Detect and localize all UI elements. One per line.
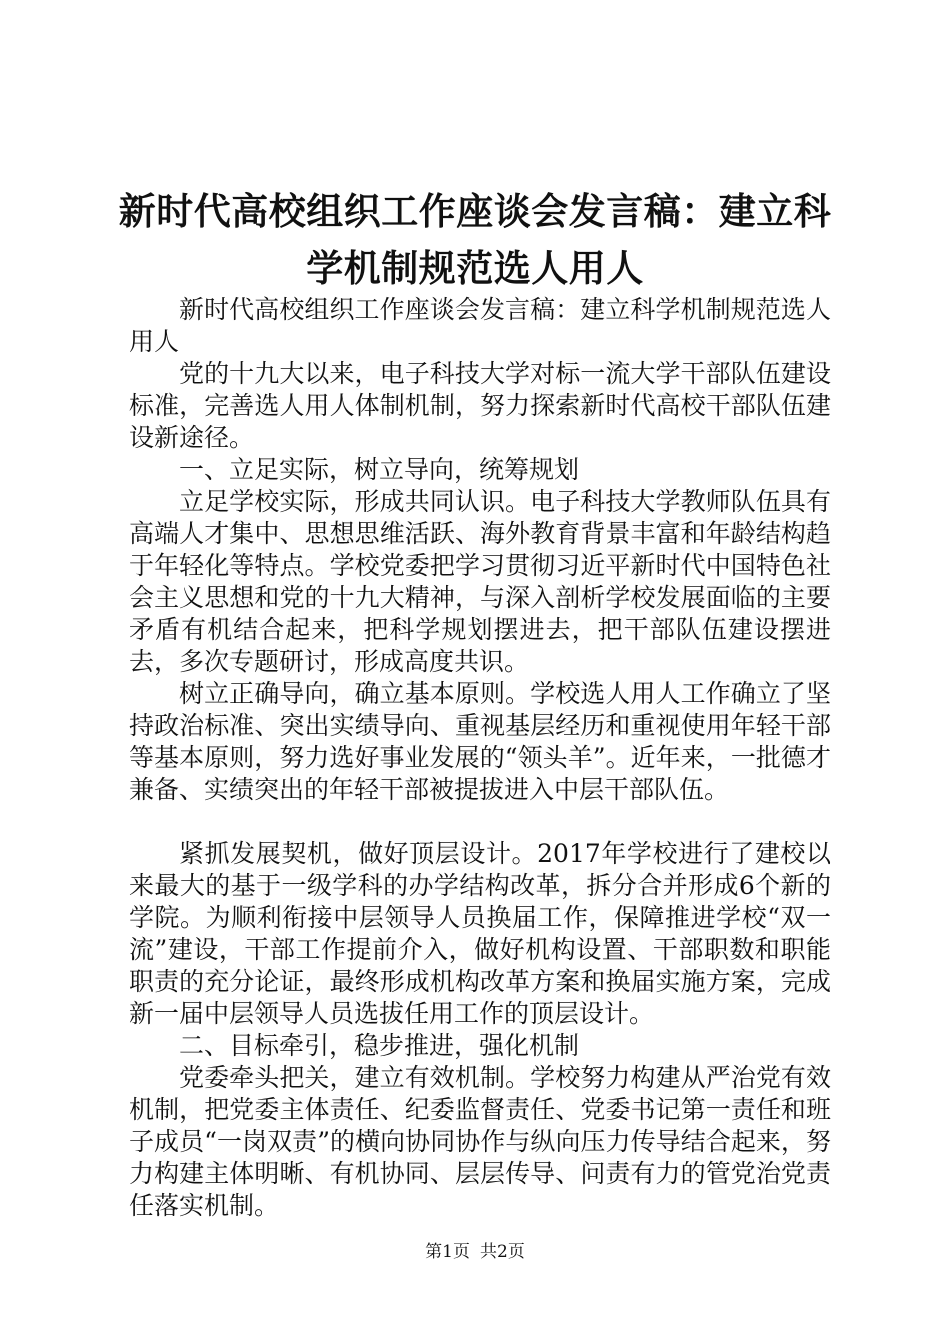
page-footer <box>0 1241 950 1263</box>
page-number: 第1页 <box>425 1242 470 1262</box>
paragraph: 党委牵头把关，建立有效机制。学校努力构建从严治党有效机制，把党委主体责任、纪委监督责任、党委书记第一责任和班子成员“一岗双责”的横向协同协作与纵向压力传导结合起来，努力构建主体明晰、有机协同、层层传导、问责有力的管党治党责任落实机制。 <box>129 1063 831 1220</box>
paragraph-intro: 党的十九大以来，电子科技大学对标一流大学干部队伍建设标准，完善选人用人体制机制，努力探索新时代高校干部队伍建设新途径。 <box>129 359 831 452</box>
document-title: 新时代高校组织工作座谈会发言稿：建立科学机制规范选人用人 <box>118 190 832 290</box>
paragraph: 立足学校实际，形成共同认识。电子科技大学教师队伍具有高端人才集中、思想思维活跃、海外教育背景丰富和年龄结构趋于年轻化等特点。学校党委把学习贯彻习近平新时代中国特色社会主义思想和党的十九大精神，与深入剖析学校发展面临的主要矛盾有机结合起来，把科学规划摆进去，把干部队伍建设摆进去，多次专题研讨，形成高度共识。 <box>129 487 831 676</box>
document-body <box>129 294 831 1222</box>
paragraph: 紧抓发展契机，做好顶层设计。2017年学校进行了建校以来最大的基于一级学科的办学结构改革，拆分合并形成6个新的学院。为顺利衔接中层领导人员换届工作，保障推进学校“双一流”建设，干部工作提前介入，做好机构设置、干部职数和职能职责的充分论证，最终形成机构改革方案和换届实施方案，完成新一届中层领导人员选拔任用工作的顶层设计。 <box>129 839 831 1028</box>
section-heading-1: 一、立足实际，树立导向，统筹规划 <box>179 455 580 484</box>
paragraph: 树立正确导向，确立基本原则。学校选人用人工作确立了坚持政治标准、突出实绩导向、重视基层经历和重视使用年轻干部等基本原则，努力选好事业发展的“领头羊”。近年来，一批德才兼备、实绩突出的年轻干部被提拔进入中层干部队伍。 <box>129 679 831 804</box>
section-heading-2: 二、目标牵引，稳步推进，强化机制 <box>179 1031 580 1060</box>
page-total: 共2页 <box>480 1242 525 1262</box>
paragraph-subtitle: 新时代高校组织工作座谈会发言稿：建立科学机制规范选人用人 <box>129 295 831 356</box>
